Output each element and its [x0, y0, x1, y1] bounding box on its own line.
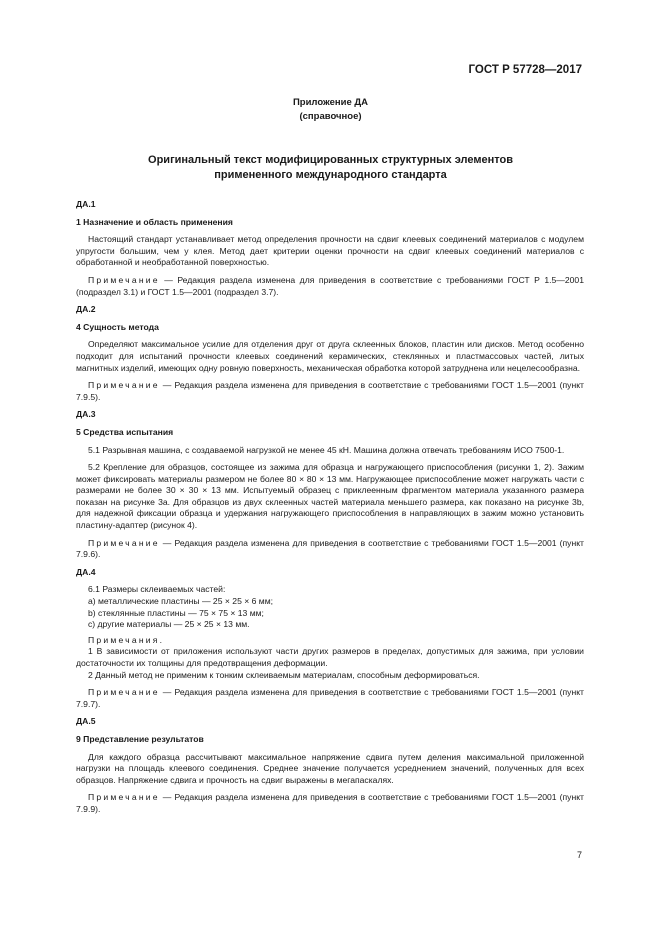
paragraph: Определяют максимальное усилие для отделения друг от друга склеенных блоков, пластин или дисков. Метод особенно подходит для испытаний прочности клеевых соединений керамических, стеклянных и пластмассовых частей, литых магнитных изделий, имеющих одну ровную поверхность, механическая обработка которой затруднена или нецелесообразна. [76, 339, 584, 373]
note-label: Примечание [88, 687, 160, 698]
note [76, 380, 584, 403]
note [76, 792, 584, 815]
section-label: ДА.5 [76, 716, 96, 727]
page-title-line-2: примененного международного стандарта [214, 169, 447, 181]
note-item: 2 Данный метод не применим к тонким склеиваемым материалам, способным деформироваться. [88, 669, 480, 680]
note-label: Примечание [88, 274, 160, 285]
paragraph: 5.1 Разрывная машина, с создаваемой нагрузкой не менее 45 кН. Машина должна отвечать требованиям ИСО 7500-1. [88, 444, 565, 455]
document-body [76, 195, 584, 822]
section-label: ДА.2 [76, 304, 96, 315]
list-item: с) другие материалы — 25 × 25 × 13 мм. [88, 619, 250, 630]
note-label: Примечание [88, 537, 160, 548]
appendix-subtitle: (справочное) [299, 111, 362, 122]
page-title [0, 153, 661, 183]
note-text: — Редакция раздела изменена для приведения в соответствие с требованиями ГОСТ 1.5—2001 (пункт 7.9.6). [76, 537, 584, 560]
dimensions-list [76, 584, 584, 630]
note-label: Примечание [88, 380, 160, 391]
document-id: ГОСТ Р 57728—2017 [468, 64, 582, 76]
paragraph: Настоящий стандарт устанавливает метод определения прочности на сдвиг клеевых соединений материалов с модулем упругости большим, чем у клея. Метод дает критерии оценки прочности на сдвиг клеевых соединений материалов с обработанной и необработанной поверхностью. [76, 234, 584, 268]
appendix-heading [0, 96, 661, 124]
section-label: ДА.1 [76, 199, 96, 209]
paragraph: Для каждого образца рассчитывают максимальное напряжение сдвига путем деления максимальной приложенной нагрузки на площадь клеевого соединения. Среднее значение получается усреднением значений, полученных для всех образцов. Напряжение сдвига и прочность на сдвиг выражены в мегапаскалях. [76, 751, 584, 785]
note [76, 538, 584, 561]
note-text: — Редакция раздела изменена для приведения в соответствие с требованиями ГОСТ 1.5—2001 (пункт 7.9.5). [76, 380, 584, 402]
note [76, 275, 584, 298]
section-heading: 5 Средства испытания [76, 426, 174, 437]
notes-label: Примечания. [88, 634, 163, 645]
section-label: ДА.3 [76, 409, 96, 420]
note-text: — Редакция раздела изменена для приведения в соответствие с требованиями ГОСТ Р 1.5—2001 (подраздел 3.1) и ГОСТ 1.5—2001 (подраздел 3.7). [76, 274, 584, 297]
list-item: b) стеклянные пластины — 75 × 75 × 13 мм; [88, 607, 264, 618]
note-text: — Редакция раздела изменена для приведения в соответствие с требованиями ГОСТ 1.5—2001 (пункт 7.9.9). [76, 792, 584, 814]
page-title-line-1: Оригинальный текст модифицированных структурных элементов [148, 154, 513, 166]
list-item: а) металлические пластины — 25 × 25 × 6 мм; [88, 596, 274, 607]
paragraph: 5.2 Крепление для образцов, состоящее из зажима для образца и нагружающего приспособления (рисунки 1, 2). Зажим может фиксировать материалы размером не более 80 × 80 × 13 мм. Нагружающее приспособление может нагружать части с размерами не более 30 × 30 × 13 мм. Испытуемый образец с приклеенным фрагментом материала указанного размера показан на рисунке 3а. Для образцов из двух склеенных частей материала меньшего размера, как показано на рисунке 3b, для надежной фиксации образца и удержания нагружающего приспособления в направляющих в зажим можно установить пластину-адаптер (рисунок 4). [76, 462, 584, 531]
note-item: 1 В зависимости от приложения используют части других размеров в пределах, допустимых для зажима, при условии достаточности их толщины для предотвращения деформации. [76, 646, 584, 668]
page-number: 7 [576, 850, 582, 860]
note [76, 687, 584, 710]
appendix-title: Приложение ДА [292, 97, 369, 108]
note-label: Примечание [88, 792, 160, 803]
section-heading: 9 Представление результатов [76, 733, 204, 744]
section-heading: 4 Сущность метода [76, 321, 159, 332]
note-text: — Редакция раздела изменена для приведения в соответствие с требованиями ГОСТ 1.5—2001 (пункт 7.9.7). [76, 687, 584, 709]
section-label: ДА.4 [76, 566, 96, 577]
list-intro: 6.1 Размеры склеиваемых частей: [88, 584, 226, 595]
section-heading: 1 Назначение и область применения [76, 216, 233, 227]
